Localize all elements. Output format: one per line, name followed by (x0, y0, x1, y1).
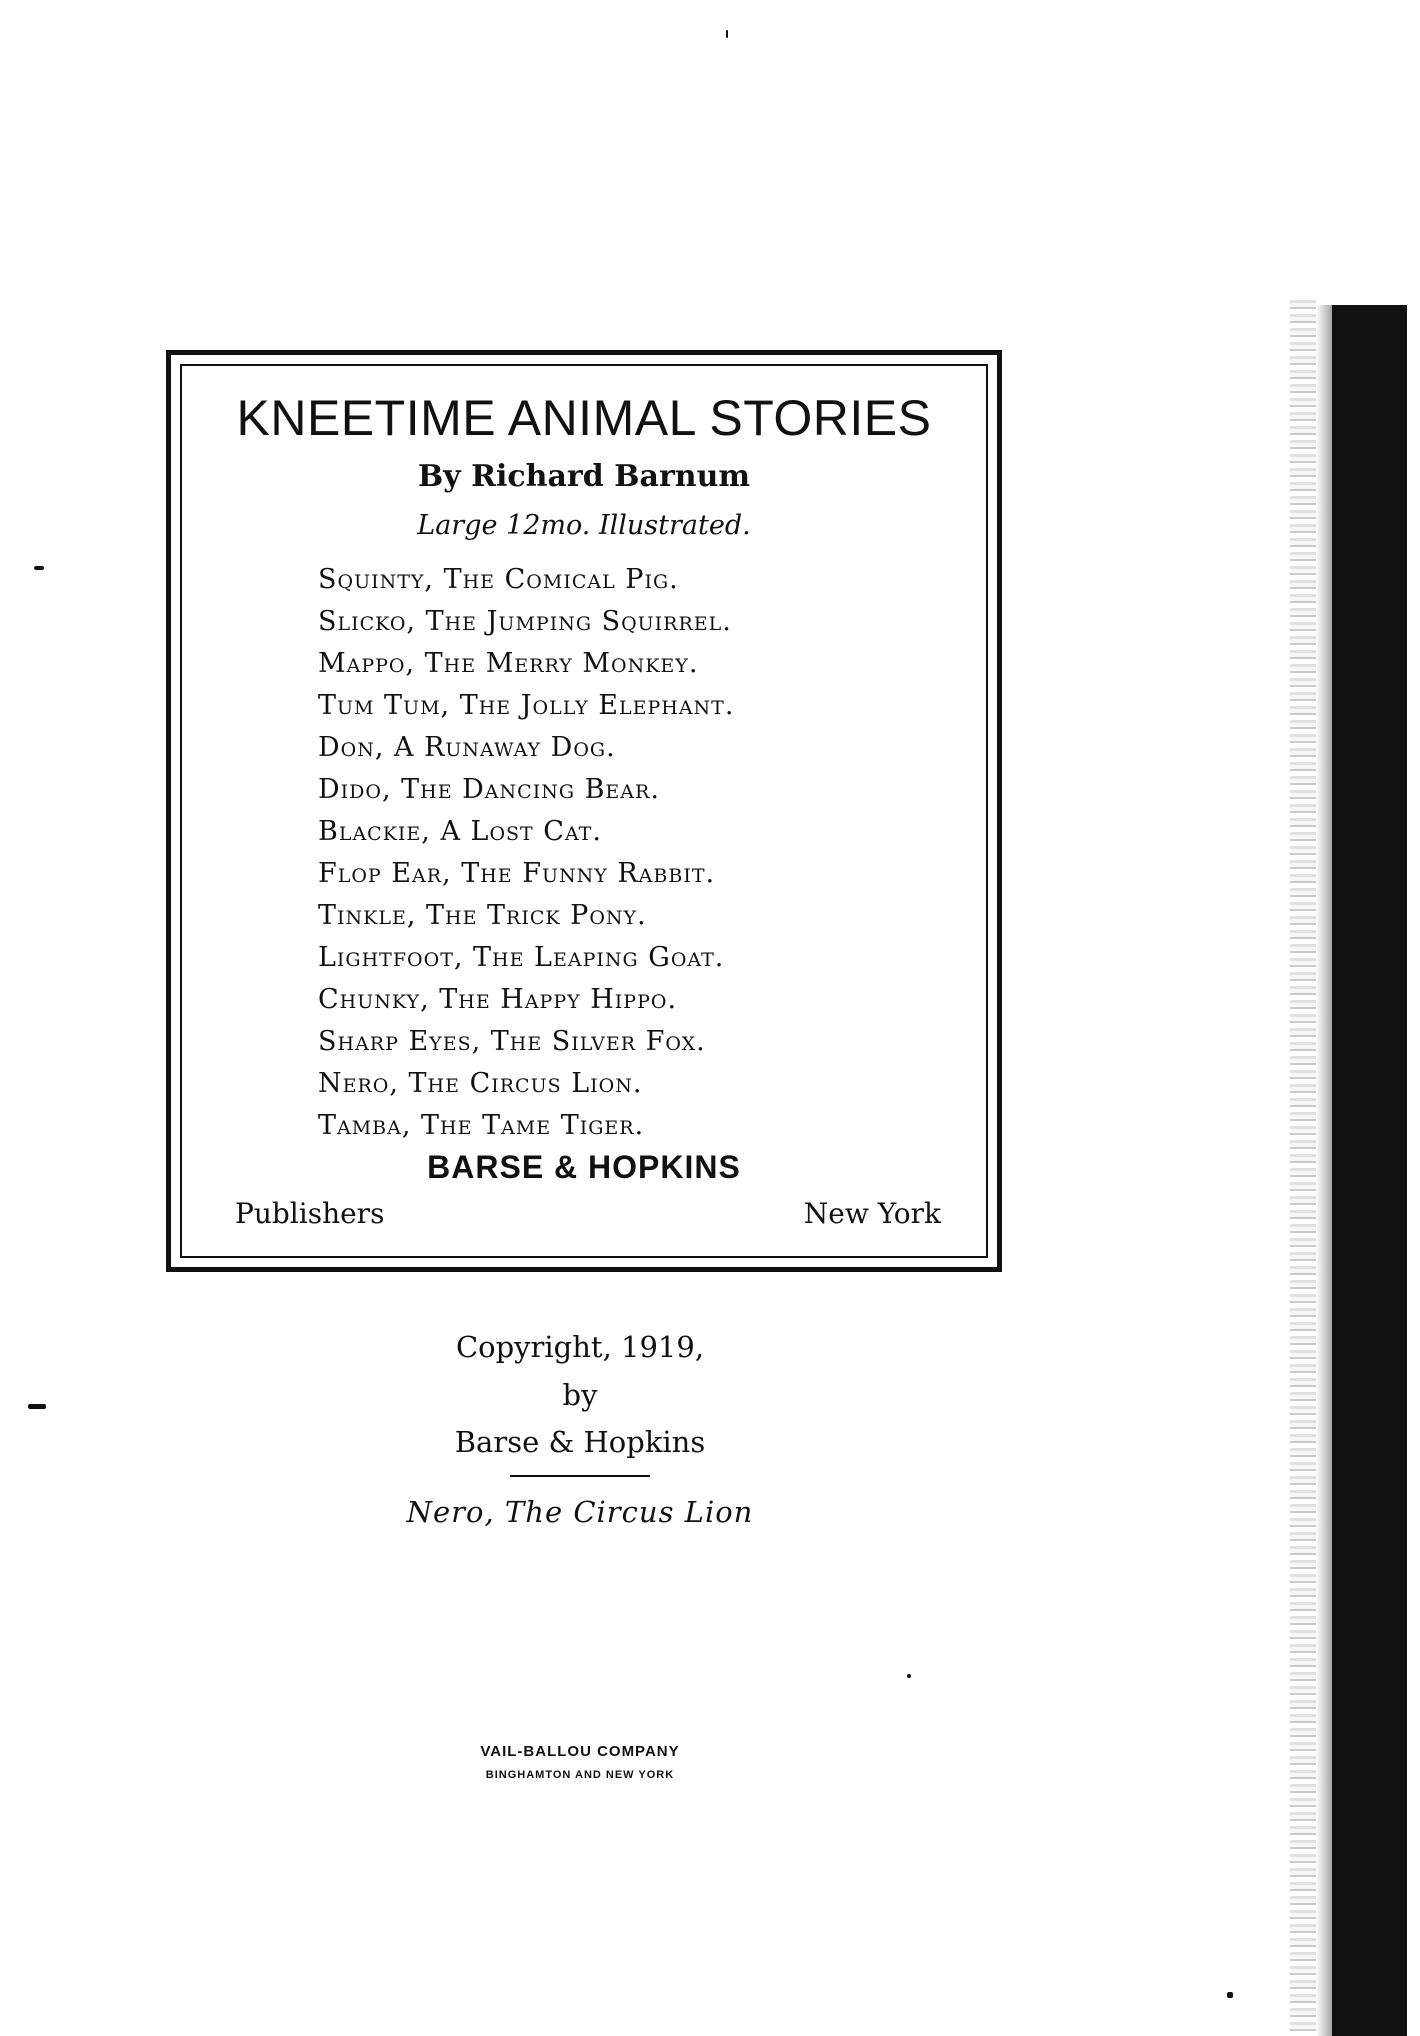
book-title: Flop Ear, The Funny Rabbit. (318, 858, 716, 889)
book-title: Nero, The Circus Lion. (318, 1068, 643, 1099)
ink-speck (34, 566, 44, 570)
book-title: Tamba, The Tame Tiger. (318, 1110, 645, 1141)
edition-title: Nero, The Circus Lion (406, 1495, 754, 1529)
book-spine (1332, 305, 1407, 2036)
book-title: Mappo, The Merry Monkey. (318, 648, 699, 679)
book-title: Slicko, The Jumping Squirrel. (318, 606, 732, 637)
book-title: Tum Tum, The Jolly Elephant. (318, 690, 735, 721)
binding-edge (1290, 300, 1316, 2036)
ink-speck (28, 1404, 46, 1409)
publisher-label: Publishers (235, 1197, 385, 1230)
series-format: Large 12mo. Illustrated. (417, 510, 751, 541)
series-title: KNEETIME ANIMAL STORIES (236, 390, 932, 446)
book-title: Don, A Runaway Dog. (318, 732, 616, 763)
book-title: Lightfoot, The Leaping Goat. (318, 942, 725, 973)
book-title: Chunky, The Happy Hippo. (318, 984, 678, 1015)
series-author: By Richard Barnum (417, 459, 751, 494)
copyright-by: by (562, 1378, 598, 1412)
book-title: Blackie, A Lost Cat. (318, 816, 602, 847)
book-title: Dido, The Dancing Bear. (318, 774, 660, 805)
printer-location: BINGHAMTON AND NEW YORK (485, 1769, 675, 1781)
ink-speck (726, 30, 728, 38)
copyright-notice: Copyright, 1919, (455, 1330, 705, 1364)
copyright-holder: Barse & Hopkins (454, 1425, 706, 1459)
printer-name: VAIL-BALLOU COMPANY (480, 1743, 680, 1760)
series-ad-frame (166, 350, 1002, 1272)
book-title: Tinkle, The Trick Pony. (318, 900, 647, 931)
ink-speck (907, 1674, 911, 1678)
book-title-list (318, 559, 734, 1147)
divider-rule (510, 1475, 650, 1477)
book-title: Squinty, The Comical Pig. (318, 564, 679, 595)
publisher-city: New York (803, 1197, 941, 1230)
book-title: Sharp Eyes, The Silver Fox. (318, 1026, 706, 1057)
publisher-name: BARSE & HOPKINS (427, 1149, 741, 1185)
ink-speck (1227, 1992, 1233, 1998)
